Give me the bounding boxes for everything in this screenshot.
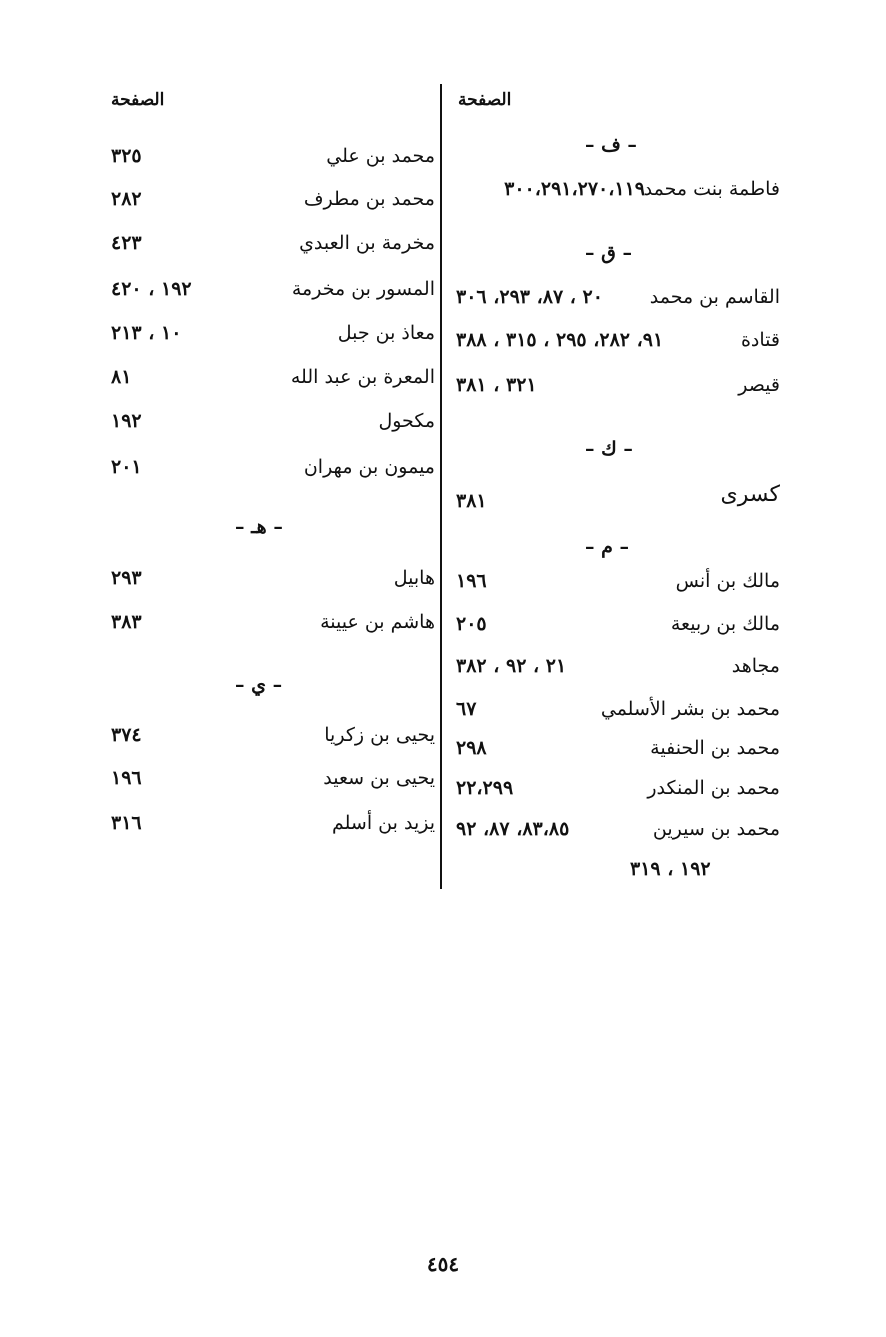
index-entry — [450, 370, 780, 400]
entry-pages: ٢٨٢ — [111, 188, 142, 210]
section-letter-qaf: – ق – — [585, 242, 632, 264]
left-column — [105, 0, 435, 1337]
entry-name: محمد بن مطرف — [303, 188, 435, 210]
index-entry — [450, 694, 780, 724]
index-entry-continuation — [450, 854, 780, 884]
section-letter-ha: – هـ – — [235, 516, 283, 538]
index-entry — [450, 609, 780, 639]
entry-name: مجاهد — [731, 655, 780, 677]
index-entry — [105, 228, 435, 258]
entry-pages: ٢٩٣ — [111, 567, 142, 589]
index-entry — [105, 362, 435, 392]
entry-pages: ٢٠ ، ٨٧، ٢٩٣، ٣٠٦ — [456, 286, 603, 308]
section-letter-kaf: – ك – — [585, 438, 633, 460]
entry-name: معاذ بن جبل — [337, 322, 435, 344]
index-entry — [105, 808, 435, 838]
entry-name: فاطمة بنت محمد — [643, 178, 780, 200]
entry-pages: ٣٠٠،٢٩١،٢٧٠،١١٩ — [504, 178, 645, 200]
entry-pages: ٢٠٥ — [456, 613, 487, 635]
index-entry — [450, 174, 780, 204]
entry-name: هاشم بن عيينة — [320, 611, 435, 633]
entry-name: المسور بن مخرمة — [291, 278, 435, 300]
column-divider — [440, 84, 442, 889]
entry-name: محمد بن الحنفية — [650, 737, 780, 759]
entry-pages: ١٠ ، ٢١٣ — [111, 322, 182, 344]
entry-name: ميمون بن مهران — [303, 456, 435, 478]
page-number: ٤٥٤ — [426, 1252, 460, 1276]
index-entry — [450, 480, 780, 510]
entry-name: قيصر — [738, 374, 780, 396]
index-entry — [450, 282, 780, 312]
index-entry — [450, 814, 780, 844]
entry-pages: ٢١ ، ٩٢ ، ٣٨٢ — [456, 655, 567, 677]
entry-name: محمد بن علي — [326, 145, 435, 167]
entry-name: كسرى — [720, 482, 780, 507]
entry-name: يحيى بن سعيد — [323, 767, 435, 789]
left-column-header: الصفحة — [111, 90, 165, 110]
entry-name: القاسم بن محمد — [649, 286, 780, 308]
entry-pages: ١٩٢ — [111, 410, 142, 432]
section-letter-fa: – ف – — [585, 134, 637, 156]
entry-pages: ٨١ — [111, 366, 132, 388]
entry-pages: ٣١٦ — [111, 812, 142, 834]
entry-pages: ١٩٢ ، ٤٢٠ — [111, 278, 192, 300]
entry-name: يزيد بن أسلم — [332, 812, 435, 834]
entry-pages-continued: ١٩٢ ، ٣١٩ — [630, 858, 711, 880]
entry-name: محمد بن بشر الأسلمي — [600, 698, 780, 720]
entry-pages: ٢٩٨ — [456, 737, 487, 759]
entry-pages: ٢٠١ — [111, 456, 142, 478]
right-column-header: الصفحة — [458, 90, 512, 110]
entry-name: مالك بن أنس — [675, 570, 780, 592]
entry-name: هابيل — [393, 567, 435, 589]
index-entry — [450, 566, 780, 596]
entry-pages: ٤٢٣ — [111, 232, 142, 254]
section-letter-ya: – ي – — [235, 674, 283, 696]
index-entry — [105, 720, 435, 750]
index-entry — [105, 184, 435, 214]
entry-name: المعرة بن عبد الله — [290, 366, 435, 388]
entry-name: مكحول — [378, 410, 435, 432]
entry-name: مالك بن ربيعة — [670, 613, 780, 635]
index-entry — [105, 274, 435, 304]
index-entry — [105, 763, 435, 793]
entry-pages: ١٩٦ — [111, 767, 142, 789]
entry-name: مخرمة بن العبدي — [299, 232, 435, 254]
index-entry — [450, 773, 780, 803]
entry-pages: ٣٢٥ — [111, 145, 142, 167]
entry-name: محمد بن المنكدر — [647, 777, 780, 799]
entry-pages: ٣٧٤ — [111, 724, 142, 746]
index-entry — [105, 563, 435, 593]
index-entry — [105, 141, 435, 171]
entry-pages: ٣٢١ ، ٣٨١ — [456, 374, 537, 396]
index-entry — [105, 406, 435, 436]
index-entry — [450, 651, 780, 681]
index-entry — [105, 452, 435, 482]
entry-pages: ١٩٦ — [456, 570, 487, 592]
index-entry — [450, 733, 780, 763]
entry-name: يحيى بن زكريا — [324, 724, 435, 746]
index-entry — [105, 607, 435, 637]
entry-pages: ٣٨١ — [456, 490, 487, 512]
entry-name: محمد بن سيرين — [652, 818, 780, 840]
index-entry — [450, 325, 780, 355]
entry-pages: ٩١، ٢٨٢، ٢٩٥ ، ٣١٥ ، ٣٨٨ — [456, 329, 664, 351]
entry-pages: ٢٢،٢٩٩ — [456, 777, 514, 799]
section-letter-mim: – م – — [585, 536, 629, 558]
entry-name: قتادة — [740, 329, 780, 351]
index-entry — [105, 318, 435, 348]
entry-pages: ٣٨٣ — [111, 611, 142, 633]
entry-pages: ٦٧ — [456, 698, 477, 720]
entry-pages: ٨٣،٨٥، ٨٧، ٩٢ — [456, 818, 570, 840]
right-column — [450, 0, 780, 1337]
